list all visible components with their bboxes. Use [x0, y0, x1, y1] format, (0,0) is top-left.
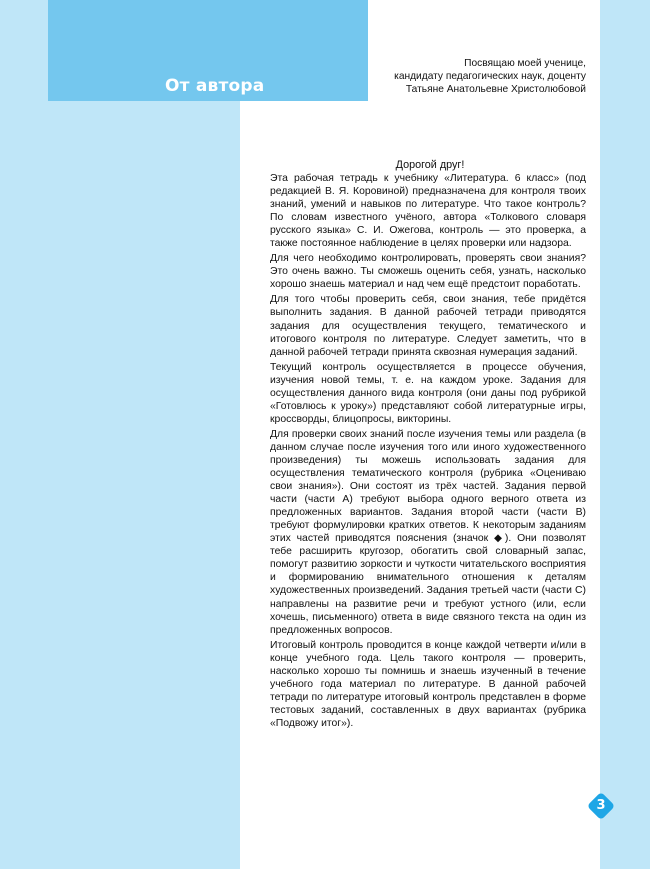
dedication-line: Татьяне Анатольевне Христолюбовой: [405, 83, 586, 95]
page-number-badge: [586, 791, 616, 821]
left-margin-band: [0, 0, 240, 869]
paragraph: Для чего необходимо контролировать, проверять свои знания? Это очень важно. Ты сможешь оценить себя, узнать, насколько хорошо знаешь материал и над чем ещё предстоит поработать.: [270, 253, 586, 291]
page-number: 3: [596, 798, 606, 813]
greeting: Дорогой друг!: [395, 159, 465, 171]
right-margin-band: [600, 0, 650, 869]
paragraph: Итоговый контроль проводится в конце каждой четверти и/или в конце учебного года. Цель такого контроля — проверить, насколько хорошо ты помнишь и знаешь изученный в течение учебного года материал по литературе. В данной рабочей тетради по литературе итоговый контроль представлен в форме тестовых заданий, составленных в двух вариантах (рубрика «Подвожу итог»).: [270, 639, 586, 729]
paragraph: Эта рабочая тетрадь к учебнику «Литература. 6 класс» (под редакцией В. Я. Коровиной) предназначена для контроля твоих знаний, умений и навыков по литературе. Что такое контроль? По словам известного учёного, автора «Толкового словаря русского языка» С. И. Ожегова, контроль — это проверка, а также постоянное наблюдение в целях проверки или надзора.: [270, 173, 586, 250]
body-text: [270, 172, 586, 732]
dedication-line: кандидату педагогических наук, доценту: [394, 70, 586, 82]
paragraph: Текущий контроль осуществляется в процессе обучения, изучения новой темы, т. е. на каждом уроке. Задания для осуществления данного вида контроля (они даны под рубрикой «Готовлюсь к уроку») представляют собой литературные игры, кроссворды, блицопросы, викторины.: [270, 361, 586, 425]
dedication: [356, 58, 586, 96]
paragraph: Для проверки своих знаний после изучения темы или раздела (в данном случае после изучения того или иного художественного произведения) ты можешь использовать задания для осуществления тематического контроля (рубрика «Оцениваю свои знания»). Они состоят из трёх частей. Задания первой части (части А) требуют выбора одного верного ответа из предложенных вариантов. Задания второй части (части В) требуют формулировки кратких ответов. К некоторым заданиям этих частей приводятся пояснения (значок ◆). Они позволят тебе расширить кругозор, обогатить свой словарный запас, помогут развитию зоркости и чуткости читательского восприятия и формированию внимательного отношения к деталям художественных произведений. Задания третьей части (части С) направлены на развитие речи и требуют устного (или, если хочешь, письменного) ответа в виде связного текста на один из предложенных вопросов.: [270, 428, 586, 636]
section-title: От автора: [165, 76, 265, 96]
paragraph: Для того чтобы проверить себя, свои знания, тебе придётся выполнить задания. В данной рабочей тетради приводятся задания для осуществления текущего, тематического и итогового контроля по литературе. Следует заметить, что в данной рабочей тетради принята сквозная нумерация заданий.: [270, 294, 586, 358]
dedication-line: Посвящаю моей ученице,: [464, 58, 586, 69]
